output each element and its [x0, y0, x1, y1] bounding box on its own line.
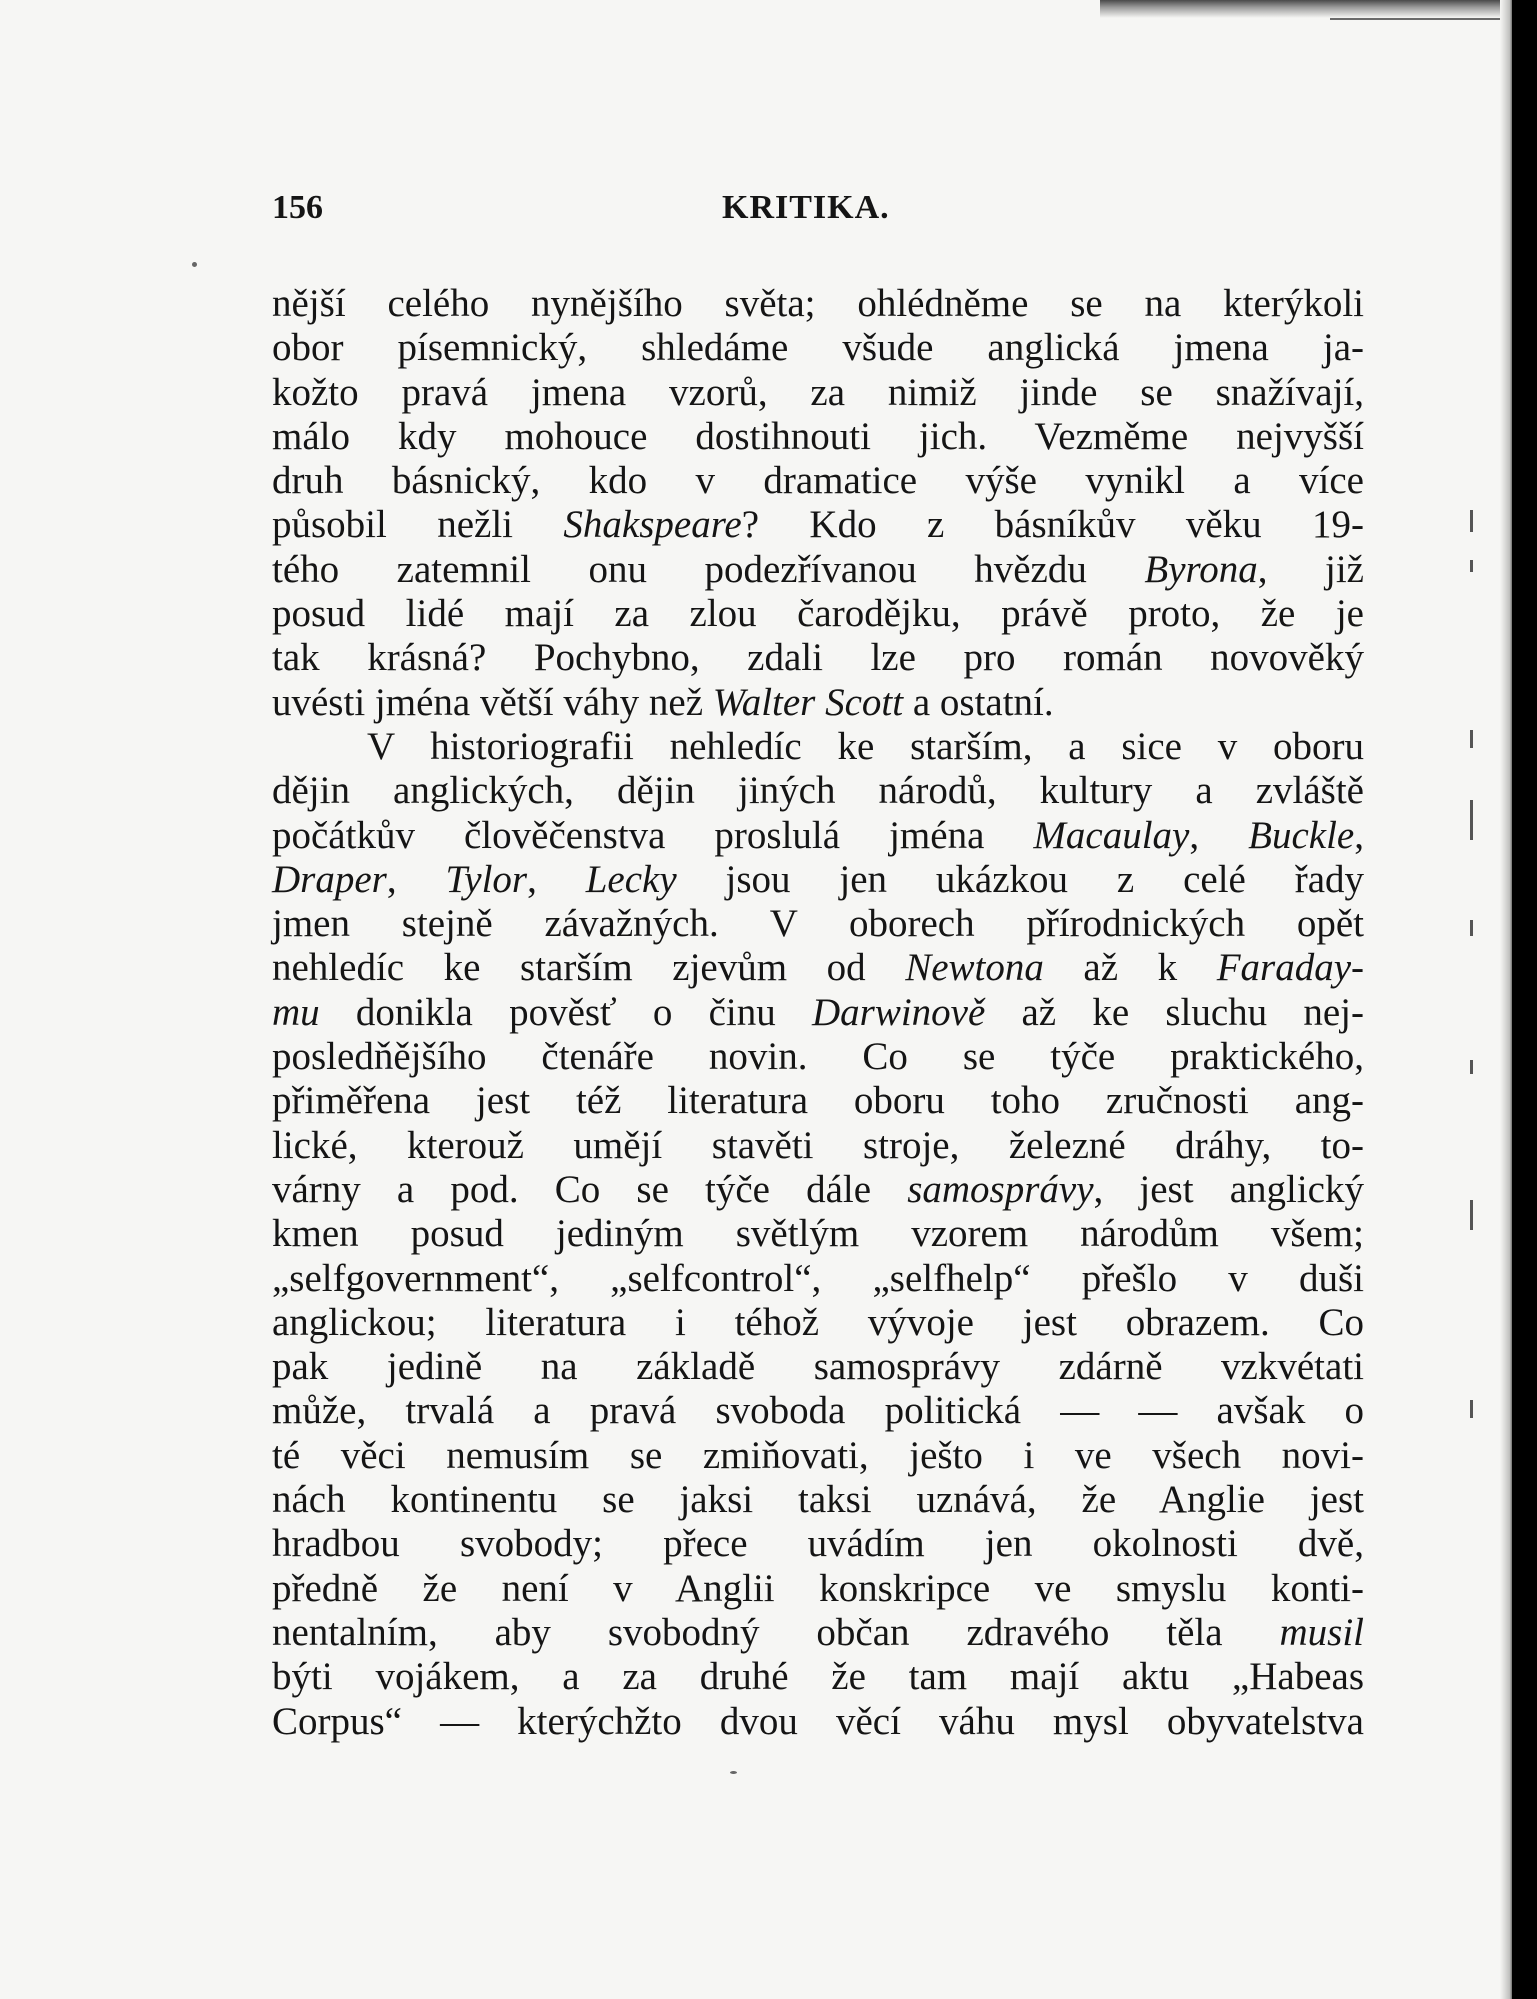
- text-line: „selfgovernment“, „selfcontrol“, „selfhelp“ přešlo v duši: [272, 1256, 1364, 1300]
- text-line: posledňějšího čtenáře novin. Co se týče praktického,: [272, 1035, 1364, 1079]
- text-line: jmen stejně závažných. V oborech přírodnických opět: [272, 902, 1364, 946]
- italic-name: Faraday-: [1216, 946, 1364, 990]
- text-line: málo kdy mohouce dostihnouti jich. Vezměme nejvyšší: [272, 414, 1364, 458]
- italic-name: Buckle: [1248, 813, 1355, 857]
- text-line: druh básnický, kdo v dramatice výše vynikl a více: [272, 459, 1364, 503]
- page-header: [272, 189, 1362, 239]
- text-line: hradbou svobody; přece uvádím jen okolnosti dvě,: [272, 1522, 1364, 1566]
- text-line: anglickou; literatura i téhož vývoje jest obrazem. Co: [272, 1300, 1364, 1344]
- text-line: nách kontinentu se jaksi taksi uznává, že Anglie jest: [272, 1478, 1364, 1522]
- italic-name: samosprávy: [907, 1167, 1094, 1211]
- text-line: dějin anglických, dějin jiných národů, kultury a zvláště: [272, 769, 1364, 813]
- text-line: Corpus“ — kterýchžto dvou věcí váhu mysl obyvatelstva: [272, 1699, 1364, 1743]
- text-line: kožto pravá jmena vzorů, za nimiž jinde se snažívají,: [272, 370, 1364, 414]
- text-line: působil nežli Shakspeare? Kdo z básníkův věku 19-: [272, 503, 1365, 547]
- text-line: lické, kterouž umějí stavěti stroje, železné dráhy, to-: [272, 1123, 1364, 1167]
- italic-name: Tylor: [445, 857, 528, 901]
- text-line: tého zatemnil onu podezřívanou hvězdu Byrona, již: [272, 547, 1364, 591]
- text-line: býti vojákem, a za druhé že tam mají aktu „Habeas: [272, 1655, 1364, 1699]
- text-line: mu donikla pověsť o činu Darwinově až ke sluchu nej-: [272, 990, 1365, 1034]
- running-title: KRITIKA.: [722, 189, 890, 226]
- text-line: může, trvalá a pravá svoboda politická — — avšak o: [272, 1389, 1364, 1433]
- italic-name: Shakspeare: [563, 503, 742, 547]
- ink-speck: [192, 262, 197, 267]
- italic-name: Walter Scott: [712, 680, 904, 724]
- text-line: posud lidé mají za zlou čarodějku, právě proto, že je: [272, 592, 1364, 636]
- text-line: Draper, Tylor, Lecky jsou jen ukázkou z celé řady: [272, 857, 1365, 901]
- ink-speck: [730, 1771, 737, 1774]
- text-line: uvésti jména větší váhy než Walter Scott a ostatní.: [272, 680, 1054, 724]
- italic-name: Draper: [272, 857, 387, 901]
- text-line: tak krásná? Pochybno, zdali lze pro román novověký: [272, 636, 1364, 680]
- italic-name: Lecky: [585, 857, 677, 901]
- text-line: počátkův člověčenstva proslulá jména Macaulay, Buckle,: [272, 813, 1364, 857]
- text-line: kmen posud jediným světlým vzorem národům všem;: [272, 1212, 1364, 1256]
- text-line: nější celého nynějšího světa; ohlédněme se na kterýkoli: [272, 282, 1364, 325]
- margin-marks: [1470, 500, 1482, 1600]
- italic-name: musil: [1279, 1610, 1364, 1654]
- italic-name: Darwinově: [811, 990, 986, 1034]
- text-line: předně že není v Anglii konskripce ve smyslu konti-: [272, 1566, 1364, 1610]
- italic-name: Macaulay: [1033, 813, 1190, 857]
- italic-name: Newtona: [905, 946, 1044, 990]
- text-line: várny a pod. Co se týče dále samosprávy, jest anglický: [272, 1167, 1364, 1211]
- text-line: té věci nemusím se zmiňovati, ješto i ve všech novi-: [272, 1433, 1364, 1477]
- text-line: nehledíc ke starším zjevům od Newtona až k Faraday-: [272, 946, 1364, 990]
- italic-name: Byrona: [1144, 547, 1258, 591]
- page-top-shadow: [1100, 0, 1512, 18]
- text-line: V historiografii nehledíc ke starším, a sice v oboru: [367, 724, 1364, 768]
- page-number: 156: [272, 189, 323, 226]
- page-top-line: [1330, 18, 1510, 20]
- text-line: nentalním, aby svobodný občan zdravého těla musil: [272, 1610, 1364, 1654]
- italic-name: mu: [272, 990, 320, 1034]
- body-text: [272, 282, 1364, 1744]
- page-right-edge: [1500, 0, 1512, 1999]
- text-line: obor písemnický, shledáme všude anglická jmena ja-: [272, 326, 1364, 370]
- text-line: pak jedině na základě samosprávy zdárně vzkvétati: [272, 1345, 1364, 1389]
- text-line: přiměřena jest též literatura oboru toho zručnosti ang-: [272, 1079, 1364, 1123]
